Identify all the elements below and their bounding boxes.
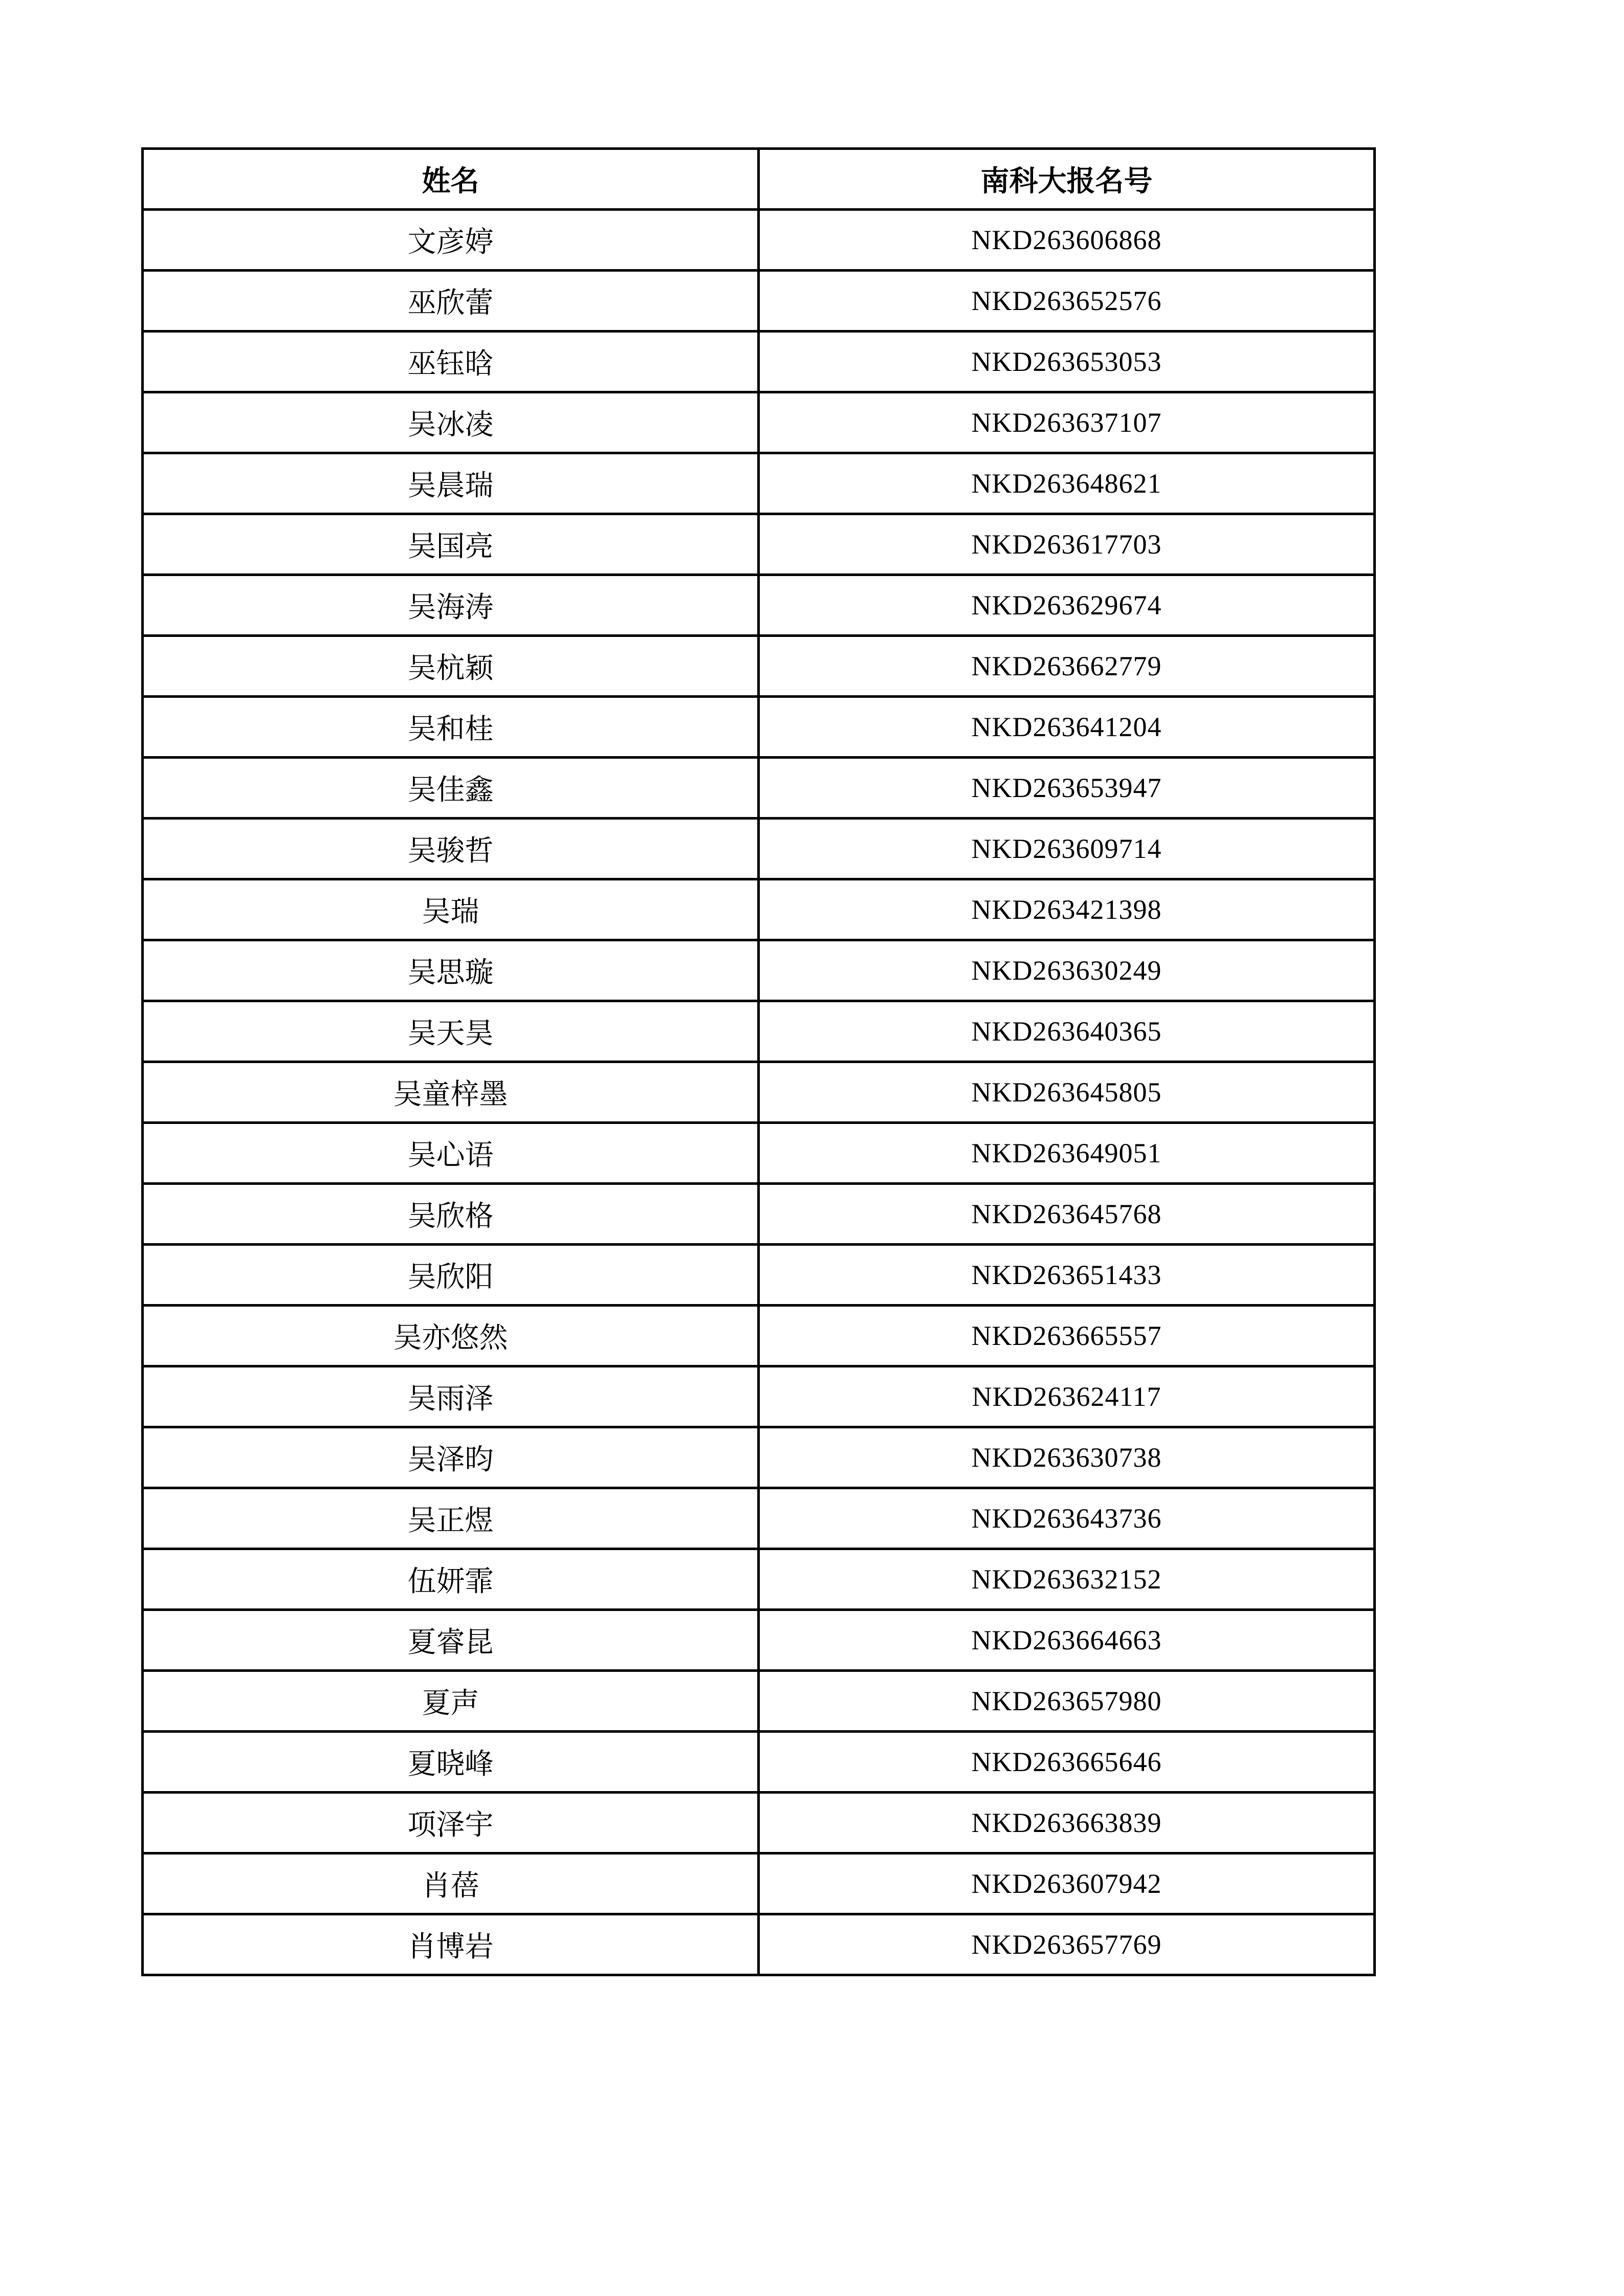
registration-number-cell: NKD263653053 [759,332,1375,392]
table-row [143,1427,1375,1488]
student-name-cell: 吴雨泽 [143,1366,759,1427]
registration-number-cell: NKD263665646 [759,1732,1375,1793]
table-body [143,210,1375,1975]
student-name-cell: 吴欣格 [143,1184,759,1245]
student-name-cell: 吴亦悠然 [143,1306,759,1366]
student-name-cell: 吴佳鑫 [143,758,759,819]
table-row [143,1732,1375,1793]
table-row [143,758,1375,819]
student-name-cell: 吴思璇 [143,940,759,1001]
table-row [143,940,1375,1001]
registration-number-cell: NKD263648621 [759,453,1375,514]
table-row [143,1245,1375,1306]
registration-number-cell: NKD263607942 [759,1853,1375,1914]
student-name-cell: 吴杭颖 [143,636,759,697]
table-row [143,1488,1375,1549]
table-row [143,1671,1375,1732]
student-name-cell: 吴心语 [143,1123,759,1184]
table-row [143,271,1375,332]
table-row [143,575,1375,636]
student-name-cell: 吴童梓墨 [143,1062,759,1123]
student-name-cell: 巫钰晗 [143,332,759,392]
table-row [143,1853,1375,1914]
table-row [143,1001,1375,1062]
registration-number-cell: NKD263651433 [759,1245,1375,1306]
table-row [143,514,1375,575]
table-row [143,1184,1375,1245]
registration-number-cell: NKD263657769 [759,1914,1375,1975]
student-name-cell: 吴天昊 [143,1001,759,1062]
table-row [143,392,1375,453]
registration-number-cell: NKD263641204 [759,697,1375,758]
student-name-cell: 吴冰凌 [143,392,759,453]
table-row [143,1793,1375,1853]
registration-number-cell: NKD263629674 [759,575,1375,636]
table-row [143,1123,1375,1184]
header-registration-number: 南科大报名号 [759,149,1375,210]
student-name-cell: 吴晨瑞 [143,453,759,514]
registration-number-cell: NKD263421398 [759,879,1375,940]
student-name-cell: 吴瑞 [143,879,759,940]
registration-number-cell: NKD263652576 [759,271,1375,332]
table-row [143,1366,1375,1427]
registration-number-cell: NKD263665557 [759,1306,1375,1366]
student-name-cell: 夏晓峰 [143,1732,759,1793]
registration-number-cell: NKD263630249 [759,940,1375,1001]
registration-number-cell: NKD263630738 [759,1427,1375,1488]
table-row [143,879,1375,940]
student-name-cell: 项泽宇 [143,1793,759,1853]
student-name-cell: 文彦婷 [143,210,759,271]
table-row [143,697,1375,758]
registration-number-cell: NKD263632152 [759,1549,1375,1610]
student-name-cell: 伍妍霏 [143,1549,759,1610]
registration-number-cell: NKD263663839 [759,1793,1375,1853]
registration-number-cell: NKD263649051 [759,1123,1375,1184]
student-name-cell: 吴正煜 [143,1488,759,1549]
registration-number-cell: NKD263645768 [759,1184,1375,1245]
table-row [143,1549,1375,1610]
header-row [143,149,1375,210]
table-row [143,1914,1375,1975]
registration-number-cell: NKD263645805 [759,1062,1375,1123]
registration-table [141,147,1376,1976]
student-name-cell: 吴泽昀 [143,1427,759,1488]
table-row [143,1062,1375,1123]
registration-number-cell: NKD263606868 [759,210,1375,271]
table-row [143,819,1375,879]
registration-number-cell: NKD263664663 [759,1610,1375,1671]
registration-number-cell: NKD263662779 [759,636,1375,697]
table-row [143,453,1375,514]
student-name-cell: 肖蓓 [143,1853,759,1914]
registration-number-cell: NKD263643736 [759,1488,1375,1549]
registration-number-cell: NKD263617703 [759,514,1375,575]
registration-number-cell: NKD263653947 [759,758,1375,819]
header-name: 姓名 [143,149,759,210]
student-name-cell: 吴骏哲 [143,819,759,879]
table-row [143,636,1375,697]
registration-number-cell: NKD263624117 [759,1366,1375,1427]
table-row [143,1610,1375,1671]
registration-number-cell: NKD263609714 [759,819,1375,879]
student-name-cell: 夏睿昆 [143,1610,759,1671]
registration-number-cell: NKD263640365 [759,1001,1375,1062]
table-row [143,210,1375,271]
student-name-cell: 吴国亮 [143,514,759,575]
student-name-cell: 吴海涛 [143,575,759,636]
table-row [143,332,1375,392]
registration-number-cell: NKD263657980 [759,1671,1375,1732]
student-name-cell: 巫欣蕾 [143,271,759,332]
student-name-cell: 吴欣阳 [143,1245,759,1306]
registration-number-cell: NKD263637107 [759,392,1375,453]
student-name-cell: 夏声 [143,1671,759,1732]
student-name-cell: 吴和桂 [143,697,759,758]
table-row [143,1306,1375,1366]
student-name-cell: 肖博岩 [143,1914,759,1975]
